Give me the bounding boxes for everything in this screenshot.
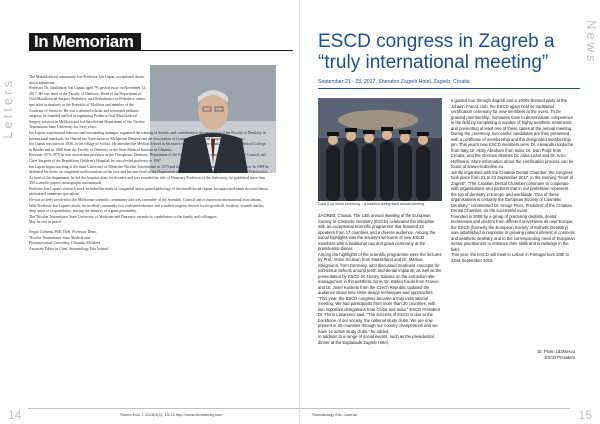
author-line: 'Nicolae Testemițanu' State Medical and: [29, 235, 90, 240]
congress-image: [318, 98, 442, 201]
author-line: Pharmaceutical University, Chișinău, Moldova: [29, 241, 101, 246]
obituary-paragraph: The Maksillofacial community lost Professor Ion Lupan, exceptional doctor and academician.: [29, 75, 145, 85]
article-paragraph: Founded in 2009 by a group of practising dentists, dental technicians and doctors from different universities all over Europe, the ESCD (formerly the European Society of Esthetic Dentistry) was established in response to growing patient interest in cosmetic and aesthetic dentistry and to the corresponding need of European dental practitioners to enhance their skills and knowledge in the field.: [451, 213, 575, 252]
obituary-paragraph: The 'Nicolae Testemițanu' State University of Medicine and Pharmacy extends its condolences to the family and colleagues.: [29, 214, 218, 219]
signature-role: ESCD President: [544, 354, 575, 360]
article-column-1: [318, 213, 442, 345]
obituary-paragraph: As head of the department, he led the hospital clinic for decades and was awarded the title of Honorary Professor of the University; he published more than 350 scientific papers, monographs and manuals.: [29, 175, 266, 186]
footer-rule: [300, 408, 570, 409]
obituary-paragraph: Professor Dr. habilitation Ion Lupan, aged 79, passed away on November 12, 2017. He was head of the Faculty of Dentistry, Head of the Department of Oral-Maxillofacial Surgery Pediatrics, and Orthodontics in Pediatrics, senior specialist in dentistry in the Republic of Moldova and member of the Academy of Sciences. He was a talented scholar and renowned pediatric surgeon; he founded and led in organizing Pediatric Oral-Maxillofacial Surgery services in Moldova and led the relevant Department of the Nicolae Testemițanu State University for forty years.: [29, 86, 147, 130]
banner-title: In Memoriam: [34, 32, 134, 51]
banner-rule: [141, 50, 293, 51]
article-subtitle: September 21 - 23, 2017, Sheraton Zagreb Hotel, Zagreb, Croatia: [318, 79, 470, 85]
section-label-letters: Letters: [0, 78, 15, 139]
obituary-paragraph: Ion Lupan began teaching at the State University of Medicine 'Nicolae Testemițanu' in 1973 and for years he was dedicated to the care of children. In 1989 he defended his thesis on congenital malformations of the face and became head of the Department of Oral-Maxillofacial Surgery at Pediatrics and Pedodontics.: [29, 164, 269, 175]
congress-photo: [318, 98, 442, 201]
article-paragraph: Among the highlights of the scientific programme were the lectures by Prof. Anton Sculean from Switzerland and Dr. Markus Steigmann, from Germany, who discussed treatment concepts for soft-tissue defects around teeth and dental implants, as well as the presentation by ESCD Dr. Honey Salama on the extraction-site management in the aesthetic zone. Dr. Stefen Koubi from France and Dr. Josef Kunkela from the Czech Republic updated the audience about new smile design techniques and approaches.: [318, 251, 442, 295]
obituary-paragraph: Between 1973-1979 he was an assistant professor at the Therapeutic Dentistry, Department of the Faculty of Dentistry, a member of the Dental Council and Chief Surgeon of the Republican Children's Hospital; he was elected professor in 1997.: [29, 153, 266, 163]
obituary-text: [29, 75, 269, 252]
article-paragraph: In addition to a range of social events, such as the presidential dinner at the Esplanade Zagreb Hotel,: [318, 334, 434, 345]
footer-journal: Stomatology Edu Journal: [312, 412, 357, 417]
page-number-left: 14: [8, 408, 22, 422]
section-label-news: News: [584, 20, 599, 65]
footer-rule: [28, 408, 300, 409]
article-paragraph: This year, the ESCD will meet in Lisbon in Portugal from 20th to 22nd September 2018.: [451, 252, 570, 263]
article-title: ESCD congress in Zagreb a “truly international meeting”: [318, 31, 555, 73]
article-signature: [451, 349, 575, 360]
obituary-paragraph: Ion Lupan, experienced educator and outstanding manager, organized the training of dentists and contributed to the promotion of the Faculty of Dentistry in international standards; he chaired the Association of Moldavian Dentists and the Association of Cranio-Maxillo-Facial Surgeons in Moldova.: [29, 130, 266, 141]
obituary-paragraph: Ion Lupan was born on 1938, in the village of Sofiaci. He attended the Medical School in his native village, in 1961 he graduated from the Medical College in Bender and in 1969 from the Faculty of Dentistry of the State Medical Institute in Chișinău.: [29, 142, 266, 152]
obituary-paragraph: Professor Ion Lupan's research work included the study of congenital and acquired pathology of the maxillofacial region; he supervised many doctoral theses and trained numerous specialists.: [29, 186, 268, 197]
page-number-right: 15: [578, 408, 592, 422]
article-paragraph: a guided tour through Zagreb and a 1920s-themed party at the Johann Franck club, the ESCD again held its traditional certification ceremony for new members at the event. To be granted membership, nominees have to demonstrate competence in the field by completing a number of highly aesthetic treatments and presenting at least one of these cases at the annual meeting. During the ceremony, successful candidates are then presented with a certificate of membership and the designated membership pin. This year's new ESCD members were Dr. Alexandru Iordache from Italy, Dr. Abby Abraham from India, Dr. Ivan Puljić from Croatia, and the German dentists Dr. Alina Lazar and Dr. Arno Hoffmann. More information about the certification process can be found at www.escdonline.eu.: [451, 98, 574, 169]
obituary-paragraph: May he rest in peace!: [29, 220, 62, 225]
article-paragraph: “This year, the ESCD congress became a truly international meeting. We had participants from more than 30 countries, with two important delegations from China and India,” ESCD President Dr. Florin Lazarescu said. “The success of ESCD is due to the backbone of our society, the national study clubs. We are now present in 20 countries through our country chairpersons and we have 12 active study clubs,” he added.: [318, 295, 440, 334]
obituary-paragraph: With Professor Ion Lupan's death, the medical community lost a talented educator and a skilled surgeon, known for his goodwill, modesty, warmth and his deep sense of responsibility, leaving the memory of a great personality.: [29, 203, 264, 214]
in-memoriam-banner: [29, 33, 141, 51]
footer-citation: Stoma Edu J. 2018;5(1): 13-14 http://www.stomaeduj.com: [120, 412, 223, 417]
article-column-2: [451, 98, 575, 263]
author-line: Associate Editor in Chief, Stomatology Edu Journal: [29, 246, 108, 251]
photo-caption: Cups & lip mirror ceremony – a tradition during each annual meeting: [318, 202, 424, 206]
author-line: Sergiu Ciobanu, PhD, DrSt, Professor Dean,: [29, 230, 97, 235]
subtitle-rule: [318, 88, 580, 89]
signature-name: Dr. Florin Lăzărescu: [537, 349, 575, 354]
obituary-paragraph: He was actively involved in the Moldavian scientific community and was a member of the Scientific Council and of numerous international associations.: [29, 198, 262, 203]
right-page: [300, 0, 600, 424]
article-paragraph: Jointly organised with the Croatian Dental Chamber, the congress took place from 21 to 23 September 2017, in the evening “heart of Zagreb”. “The Croatian Dental Chamber continues to cooperate with organisations and partners that in our profession represent the top of dentistry in Europe and worldwide. One of these organisations is certainly the European Society of Cosmetic Dentistry,” commented Dr. Hrvoje Pezo, President of the Croatian Dental Chamber, on the successful event.: [451, 169, 574, 213]
article-paragraph: ZAGREB, Croatia: The 14th annual meeting of the European Society of Cosmetic Dentistry (ESCD) celebrated the discipline with an exceptional scientific programme that featured 22 speakers from 17 countries and a diverse audience. Among the social highlights was the society's welcome of new ESCD members with a traditional cap and gown ceremony at the presidential dinner.: [318, 213, 436, 251]
